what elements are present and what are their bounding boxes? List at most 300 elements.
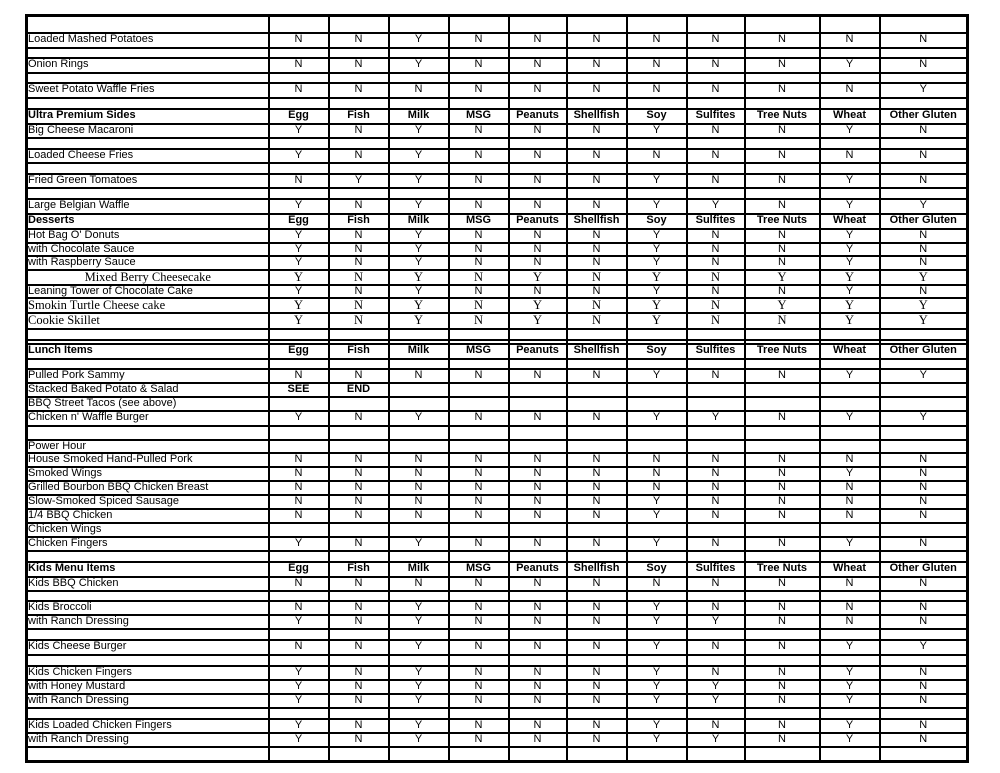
spacer-cell bbox=[687, 426, 745, 440]
allergen-column-header: Fish bbox=[329, 109, 389, 124]
spacer-cell bbox=[745, 329, 820, 340]
allergen-value: N bbox=[687, 601, 745, 615]
allergen-column-header: Other Gluten bbox=[880, 562, 968, 577]
allergen-value: N bbox=[329, 577, 389, 591]
allergen-value: N bbox=[269, 83, 329, 98]
spacer-cell bbox=[627, 591, 687, 601]
allergen-value: Y bbox=[820, 313, 880, 328]
allergen-value: Y bbox=[627, 256, 687, 270]
allergen-value: Y bbox=[820, 270, 880, 285]
allergen-value bbox=[880, 383, 968, 397]
allergen-value: N bbox=[880, 577, 968, 591]
spacer-cell bbox=[627, 73, 687, 83]
allergen-value: N bbox=[745, 537, 820, 551]
allergen-value bbox=[567, 440, 627, 454]
allergen-value: N bbox=[509, 481, 567, 495]
allergen-value: END bbox=[329, 383, 389, 397]
allergen-value: Y bbox=[627, 495, 687, 509]
allergen-value: Y bbox=[880, 411, 968, 426]
allergen-value bbox=[449, 440, 509, 454]
item-label: Kids BBQ Chicken bbox=[27, 577, 269, 591]
allergen-value: Y bbox=[389, 229, 449, 243]
allergen-value bbox=[329, 440, 389, 454]
allergen-value: N bbox=[329, 481, 389, 495]
allergen-column-header: Peanuts bbox=[509, 109, 567, 124]
spacer-cell bbox=[329, 163, 389, 174]
allergen-value bbox=[567, 397, 627, 411]
allergen-value: N bbox=[627, 453, 687, 467]
spacer-cell bbox=[389, 426, 449, 440]
spacer-cell bbox=[509, 591, 567, 601]
item-label: Grilled Bourbon BBQ Chicken Breast bbox=[27, 481, 269, 495]
allergen-value: N bbox=[449, 83, 509, 98]
allergen-value: Y bbox=[880, 640, 968, 655]
spacer-cell bbox=[509, 629, 567, 640]
spacer-cell bbox=[567, 16, 627, 33]
spacer-cell bbox=[269, 48, 329, 58]
spacer-cell bbox=[745, 359, 820, 369]
allergen-column-header: Egg bbox=[269, 562, 329, 577]
spacer-cell bbox=[687, 188, 745, 199]
allergen-value: N bbox=[687, 174, 745, 188]
allergen-value: N bbox=[687, 33, 745, 48]
section-header-row bbox=[27, 562, 968, 577]
allergen-value: N bbox=[389, 495, 449, 509]
allergen-value: N bbox=[745, 680, 820, 694]
allergen-value: Y bbox=[389, 298, 449, 313]
spacer-row bbox=[27, 163, 968, 174]
allergen-value bbox=[449, 383, 509, 397]
item-row bbox=[27, 495, 968, 509]
allergen-value: N bbox=[567, 149, 627, 163]
spacer-cell bbox=[880, 629, 968, 640]
spacer-label-cell bbox=[27, 16, 269, 33]
item-row bbox=[27, 694, 968, 708]
allergen-value: Y bbox=[509, 313, 567, 328]
section-title: Ultra Premium Sides bbox=[27, 109, 269, 124]
allergen-value: N bbox=[687, 537, 745, 551]
allergen-value bbox=[509, 523, 567, 537]
spacer-cell bbox=[389, 48, 449, 58]
allergen-value bbox=[627, 383, 687, 397]
allergen-value: N bbox=[449, 666, 509, 680]
allergen-value: N bbox=[880, 509, 968, 523]
allergen-value: N bbox=[567, 369, 627, 383]
allergen-value: N bbox=[880, 481, 968, 495]
allergen-value: N bbox=[389, 481, 449, 495]
spacer-label-cell bbox=[27, 551, 269, 562]
allergen-value: N bbox=[509, 33, 567, 48]
allergen-value: N bbox=[820, 601, 880, 615]
allergen-value: Y bbox=[820, 680, 880, 694]
spacer-cell bbox=[389, 73, 449, 83]
spacer-cell bbox=[329, 16, 389, 33]
spacer-cell bbox=[880, 73, 968, 83]
allergen-value: N bbox=[820, 495, 880, 509]
allergen-value: Y bbox=[269, 285, 329, 299]
section-header-row bbox=[27, 109, 968, 124]
spacer-row bbox=[27, 747, 968, 762]
allergen-value: N bbox=[820, 149, 880, 163]
spacer-cell bbox=[449, 551, 509, 562]
item-label: Kids Loaded Chicken Fingers bbox=[27, 719, 269, 733]
allergen-value: N bbox=[449, 615, 509, 629]
allergen-column-header: Fish bbox=[329, 344, 389, 359]
allergen-value bbox=[820, 440, 880, 454]
spacer-cell bbox=[389, 16, 449, 33]
allergen-value: N bbox=[745, 467, 820, 481]
allergen-value: N bbox=[745, 615, 820, 629]
allergen-value: Y bbox=[820, 411, 880, 426]
item-label: Kids Cheese Burger bbox=[27, 640, 269, 655]
spacer-cell bbox=[745, 188, 820, 199]
allergen-value: N bbox=[880, 733, 968, 747]
allergen-column-header: Sulfites bbox=[687, 109, 745, 124]
allergen-value: N bbox=[820, 83, 880, 98]
allergen-column-header: Other Gluten bbox=[880, 214, 968, 229]
allergen-value: N bbox=[509, 149, 567, 163]
spacer-cell bbox=[687, 359, 745, 369]
allergen-value: N bbox=[745, 33, 820, 48]
allergen-value: N bbox=[269, 495, 329, 509]
item-row bbox=[27, 615, 968, 629]
allergen-column-header: Tree Nuts bbox=[745, 562, 820, 577]
allergen-value: N bbox=[329, 495, 389, 509]
item-label: Smokin Turtle Cheese cake bbox=[27, 298, 269, 313]
item-row bbox=[27, 369, 968, 383]
allergen-value: N bbox=[745, 719, 820, 733]
spacer-cell bbox=[820, 655, 880, 666]
allergen-value: N bbox=[687, 453, 745, 467]
spacer-cell bbox=[269, 747, 329, 762]
spacer-cell bbox=[567, 188, 627, 199]
allergen-value: N bbox=[449, 298, 509, 313]
item-label: with Raspberry Sauce bbox=[27, 256, 269, 270]
item-label: Kids Broccoli bbox=[27, 601, 269, 615]
allergen-value: Y bbox=[627, 537, 687, 551]
allergen-value: N bbox=[687, 58, 745, 73]
allergen-value: N bbox=[567, 509, 627, 523]
allergen-value bbox=[269, 397, 329, 411]
allergen-value: Y bbox=[389, 313, 449, 328]
allergen-value: Y bbox=[269, 680, 329, 694]
allergen-value: N bbox=[820, 33, 880, 48]
allergen-value: N bbox=[567, 495, 627, 509]
spacer-cell bbox=[820, 329, 880, 340]
allergen-value: Y bbox=[687, 733, 745, 747]
allergen-value: N bbox=[329, 467, 389, 481]
allergen-value: N bbox=[687, 124, 745, 138]
item-row bbox=[27, 719, 968, 733]
spacer-cell bbox=[880, 708, 968, 719]
allergen-value: Y bbox=[269, 719, 329, 733]
allergen-value: N bbox=[627, 58, 687, 73]
spacer-cell bbox=[687, 591, 745, 601]
allergen-value: N bbox=[329, 83, 389, 98]
item-label: Stacked Baked Potato & Salad bbox=[27, 383, 269, 397]
spacer-label-cell bbox=[27, 591, 269, 601]
allergen-value: Y bbox=[269, 229, 329, 243]
spacer-cell bbox=[449, 359, 509, 369]
spacer-cell bbox=[509, 747, 567, 762]
allergen-value bbox=[820, 397, 880, 411]
spacer-cell bbox=[389, 551, 449, 562]
spacer-cell bbox=[880, 591, 968, 601]
allergen-value bbox=[880, 523, 968, 537]
allergen-value: N bbox=[329, 537, 389, 551]
allergen-column-header: Tree Nuts bbox=[745, 214, 820, 229]
item-label: Smoked Wings bbox=[27, 467, 269, 481]
allergen-value: N bbox=[627, 481, 687, 495]
allergen-value: N bbox=[329, 680, 389, 694]
allergen-value: N bbox=[449, 199, 509, 214]
allergen-value: N bbox=[329, 124, 389, 138]
spacer-cell bbox=[820, 48, 880, 58]
allergen-value: N bbox=[687, 495, 745, 509]
item-label: House Smoked Hand-Pulled Pork bbox=[27, 453, 269, 467]
allergen-column-header: Tree Nuts bbox=[745, 344, 820, 359]
allergen-value bbox=[269, 523, 329, 537]
spacer-cell bbox=[627, 551, 687, 562]
spacer-cell bbox=[687, 16, 745, 33]
item-row bbox=[27, 453, 968, 467]
spacer-cell bbox=[509, 48, 567, 58]
spacer-cell bbox=[880, 551, 968, 562]
spacer-cell bbox=[389, 98, 449, 109]
allergen-value: N bbox=[687, 640, 745, 655]
allergen-value: Y bbox=[389, 58, 449, 73]
allergen-value: N bbox=[329, 666, 389, 680]
allergen-column-header: Soy bbox=[627, 344, 687, 359]
item-label: Chicken Fingers bbox=[27, 537, 269, 551]
allergen-value: N bbox=[880, 285, 968, 299]
allergen-value: N bbox=[329, 601, 389, 615]
allergen-value: Y bbox=[820, 640, 880, 655]
allergen-column-header: Wheat bbox=[820, 109, 880, 124]
allergen-value: N bbox=[820, 509, 880, 523]
allergen-value: N bbox=[687, 285, 745, 299]
allergen-value: N bbox=[389, 577, 449, 591]
spacer-label-cell bbox=[27, 48, 269, 58]
spacer-cell bbox=[627, 359, 687, 369]
spacer-cell bbox=[820, 708, 880, 719]
item-row bbox=[27, 537, 968, 551]
spacer-cell bbox=[389, 138, 449, 149]
item-row bbox=[27, 298, 968, 313]
spacer-label-cell bbox=[27, 98, 269, 109]
allergen-value: Y bbox=[627, 285, 687, 299]
spacer-cell bbox=[449, 188, 509, 199]
allergen-value: Y bbox=[880, 369, 968, 383]
item-row bbox=[27, 285, 968, 299]
spacer-cell bbox=[745, 591, 820, 601]
item-row bbox=[27, 467, 968, 481]
allergen-value: N bbox=[567, 453, 627, 467]
spacer-cell bbox=[449, 163, 509, 174]
spacer-cell bbox=[820, 73, 880, 83]
allergen-column-header: Shellfish bbox=[567, 109, 627, 124]
allergen-value: N bbox=[745, 58, 820, 73]
allergen-column-header: Wheat bbox=[820, 214, 880, 229]
allergen-value: N bbox=[449, 313, 509, 328]
allergen-value: N bbox=[820, 481, 880, 495]
spacer-cell bbox=[687, 708, 745, 719]
allergen-value: N bbox=[449, 509, 509, 523]
allergen-value: N bbox=[627, 83, 687, 98]
allergen-column-header: Peanuts bbox=[509, 344, 567, 359]
spacer-cell bbox=[449, 98, 509, 109]
item-label: Sweet Potato Waffle Fries bbox=[27, 83, 269, 98]
allergen-column-header: MSG bbox=[449, 344, 509, 359]
allergen-value bbox=[567, 523, 627, 537]
allergen-value: N bbox=[745, 285, 820, 299]
spacer-cell bbox=[880, 48, 968, 58]
allergen-value: Y bbox=[269, 149, 329, 163]
allergen-value: N bbox=[567, 694, 627, 708]
allergen-value: Y bbox=[880, 298, 968, 313]
spacer-cell bbox=[329, 188, 389, 199]
spacer-cell bbox=[687, 163, 745, 174]
allergen-value: N bbox=[880, 694, 968, 708]
allergen-value: N bbox=[389, 509, 449, 523]
allergen-value: N bbox=[389, 83, 449, 98]
allergen-value: Y bbox=[389, 640, 449, 655]
allergen-value: N bbox=[567, 199, 627, 214]
allergen-column-header: Wheat bbox=[820, 344, 880, 359]
item-row bbox=[27, 313, 968, 328]
allergen-value: N bbox=[687, 83, 745, 98]
item-label: BBQ Street Tacos (see above) bbox=[27, 397, 269, 411]
allergen-value: N bbox=[745, 453, 820, 467]
allergen-value: N bbox=[880, 680, 968, 694]
allergen-value: Y bbox=[269, 694, 329, 708]
allergen-value: N bbox=[820, 615, 880, 629]
spacer-cell bbox=[389, 747, 449, 762]
spacer-cell bbox=[567, 73, 627, 83]
spacer-cell bbox=[567, 138, 627, 149]
spacer-cell bbox=[389, 359, 449, 369]
allergen-value bbox=[449, 397, 509, 411]
allergen-value: Y bbox=[269, 615, 329, 629]
allergen-value: Y bbox=[389, 719, 449, 733]
allergen-value bbox=[687, 440, 745, 454]
spacer-label-cell bbox=[27, 188, 269, 199]
spacer-cell bbox=[269, 138, 329, 149]
allergen-column-header: Sulfites bbox=[687, 214, 745, 229]
allergen-value: Y bbox=[269, 733, 329, 747]
spacer-cell bbox=[627, 655, 687, 666]
allergen-value: Y bbox=[329, 174, 389, 188]
spacer-cell bbox=[449, 747, 509, 762]
allergen-value: Y bbox=[820, 256, 880, 270]
allergen-value: N bbox=[329, 640, 389, 655]
spacer-cell bbox=[687, 329, 745, 340]
allergen-value: N bbox=[509, 229, 567, 243]
allergen-value: Y bbox=[820, 369, 880, 383]
spacer-cell bbox=[509, 188, 567, 199]
allergen-value bbox=[687, 523, 745, 537]
allergen-value: Y bbox=[627, 270, 687, 285]
allergen-value bbox=[509, 440, 567, 454]
allergen-value: Y bbox=[269, 313, 329, 328]
spacer-cell bbox=[880, 329, 968, 340]
spacer-cell bbox=[627, 329, 687, 340]
allergen-value: N bbox=[567, 298, 627, 313]
allergen-value: N bbox=[567, 174, 627, 188]
spacer-cell bbox=[745, 16, 820, 33]
spacer-cell bbox=[820, 98, 880, 109]
spacer-cell bbox=[329, 329, 389, 340]
item-label: with Ranch Dressing bbox=[27, 694, 269, 708]
allergen-column-header: Fish bbox=[329, 214, 389, 229]
allergen-column-header: Tree Nuts bbox=[745, 109, 820, 124]
spacer-cell bbox=[449, 48, 509, 58]
spacer-cell bbox=[567, 98, 627, 109]
allergen-value: Y bbox=[627, 680, 687, 694]
allergen-value: N bbox=[509, 694, 567, 708]
spacer-cell bbox=[627, 98, 687, 109]
spacer-cell bbox=[745, 551, 820, 562]
allergen-value: N bbox=[449, 243, 509, 257]
allergen-value: N bbox=[509, 58, 567, 73]
spacer-cell bbox=[880, 98, 968, 109]
allergen-value: N bbox=[627, 467, 687, 481]
item-row bbox=[27, 411, 968, 426]
spacer-cell bbox=[269, 591, 329, 601]
allergen-value: Y bbox=[687, 680, 745, 694]
spacer-cell bbox=[329, 551, 389, 562]
spacer-cell bbox=[329, 138, 389, 149]
spacer-cell bbox=[687, 73, 745, 83]
spacer-cell bbox=[509, 359, 567, 369]
spacer-cell bbox=[745, 73, 820, 83]
spacer-cell bbox=[627, 48, 687, 58]
allergen-value: Y bbox=[389, 615, 449, 629]
spacer-cell bbox=[449, 329, 509, 340]
spacer-cell bbox=[880, 188, 968, 199]
item-label: Big Cheese Macaroni bbox=[27, 124, 269, 138]
allergen-value: N bbox=[449, 495, 509, 509]
allergen-value: N bbox=[509, 83, 567, 98]
allergen-value: Y bbox=[627, 411, 687, 426]
spacer-cell bbox=[509, 426, 567, 440]
allergen-value: Y bbox=[627, 601, 687, 615]
item-row bbox=[27, 481, 968, 495]
spacer-cell bbox=[820, 359, 880, 369]
item-label: 1/4 BBQ Chicken bbox=[27, 509, 269, 523]
allergen-column-header: Soy bbox=[627, 562, 687, 577]
allergen-value: Y bbox=[820, 285, 880, 299]
item-label: Loaded Mashed Potatoes bbox=[27, 33, 269, 48]
allergen-value: Y bbox=[745, 270, 820, 285]
allergen-column-header: Shellfish bbox=[567, 344, 627, 359]
allergen-value bbox=[820, 383, 880, 397]
allergen-value: Y bbox=[627, 243, 687, 257]
allergen-value: N bbox=[880, 453, 968, 467]
spacer-cell bbox=[449, 16, 509, 33]
item-row bbox=[27, 83, 968, 98]
item-label: Chicken n' Waffle Burger bbox=[27, 411, 269, 426]
allergen-value: N bbox=[745, 509, 820, 523]
item-row bbox=[27, 680, 968, 694]
allergen-column-header: Milk bbox=[389, 562, 449, 577]
spacer-cell bbox=[567, 426, 627, 440]
spacer-cell bbox=[880, 655, 968, 666]
allergen-value: Y bbox=[880, 199, 968, 214]
allergen-value: N bbox=[745, 495, 820, 509]
item-row bbox=[27, 256, 968, 270]
allergen-value: N bbox=[329, 694, 389, 708]
